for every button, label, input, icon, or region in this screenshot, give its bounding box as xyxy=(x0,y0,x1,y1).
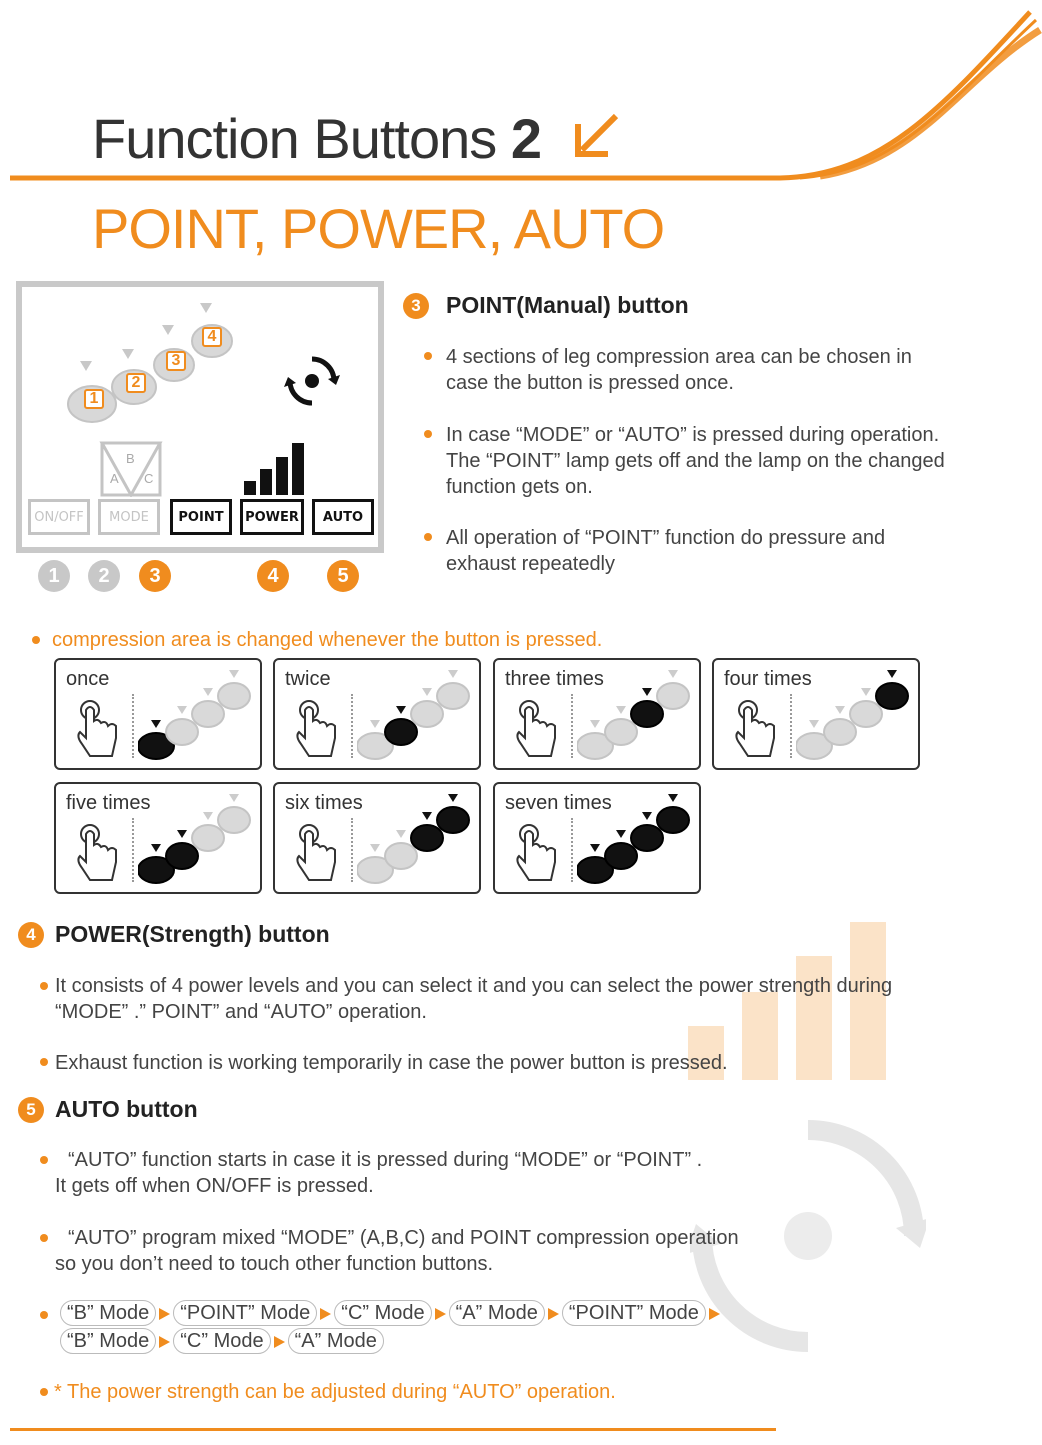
arrow-down-icon xyxy=(616,830,626,838)
cell-divider xyxy=(571,818,573,882)
power-section-heading: POWER(Strength) button xyxy=(55,921,330,947)
cell-divider xyxy=(132,694,134,758)
leg-section-3: 3 xyxy=(166,351,186,371)
arrow-down-icon xyxy=(151,720,161,728)
mode-abc-icon xyxy=(98,439,164,497)
press-cell-label: seven times xyxy=(505,792,612,814)
sequence-step: “POINT” Mode xyxy=(173,1300,317,1326)
bullet-dot xyxy=(32,636,40,644)
hand-press-icon xyxy=(295,698,339,760)
button-number-3: 3 xyxy=(139,560,171,592)
mode-button[interactable]: MODE xyxy=(98,499,160,535)
bullet-dot xyxy=(424,533,432,541)
auto-sequence-line-1 xyxy=(60,1300,723,1326)
hand-press-icon xyxy=(734,698,778,760)
arrow-down-icon xyxy=(642,688,652,696)
arrow-down-icon xyxy=(642,812,652,820)
arrow-down-icon xyxy=(151,844,161,852)
auto-note: * The power strength can be adjusted during “AUTO” operation. xyxy=(54,1381,616,1403)
press-cell-label: twice xyxy=(285,668,331,690)
press-cell xyxy=(54,658,262,770)
leg-section-active xyxy=(605,843,637,869)
sequence-step: “B” Mode xyxy=(60,1328,156,1354)
press-cell-label: five times xyxy=(66,792,151,814)
leg-section-active xyxy=(385,719,417,745)
arrow-down-icon xyxy=(396,830,406,838)
hand-press-icon xyxy=(76,822,120,884)
header-rule xyxy=(10,176,790,180)
press-cell-label: six times xyxy=(285,792,363,814)
button-number-2: 2 xyxy=(88,560,120,592)
press-cell xyxy=(54,782,262,894)
arrow-down-icon xyxy=(448,670,458,678)
press-cell-label: three times xyxy=(505,668,604,690)
bullet-dot xyxy=(40,1388,48,1396)
arrow-right-icon xyxy=(320,1308,331,1320)
leg-section-inactive xyxy=(850,701,882,727)
power-bullet-2: Exhaust function is working temporarily in case the power button is pressed. xyxy=(55,1052,728,1074)
leg-section-active xyxy=(631,701,663,727)
arrow-right-icon xyxy=(274,1336,285,1348)
arrow-down-icon xyxy=(668,670,678,678)
leg-section-inactive xyxy=(192,825,224,851)
leg-compression-icon xyxy=(62,299,252,439)
sequence-step: “B” Mode xyxy=(60,1300,156,1326)
arrow-down-icon xyxy=(422,688,432,696)
cell-divider xyxy=(132,818,134,882)
hand-press-icon xyxy=(76,698,120,760)
mode-letter-c: C xyxy=(144,471,154,486)
button-number-1: 1 xyxy=(38,560,70,592)
auto-bullet-1b: It gets off when ON/OFF is pressed. xyxy=(55,1175,374,1197)
page-title: Function Buttons 2 xyxy=(92,107,541,170)
leg-section-active xyxy=(166,843,198,869)
press-cell xyxy=(493,658,701,770)
mode-letter-b: B xyxy=(126,451,135,466)
arrow-down-icon xyxy=(229,670,239,678)
leg-section-inactive xyxy=(605,719,637,745)
arrow-down-icon xyxy=(887,670,897,678)
press-cell xyxy=(712,658,920,770)
compression-note: compression area is changed whenever the button is pressed. xyxy=(52,629,603,651)
arrow-down-icon xyxy=(835,706,845,714)
leg-section-2: 2 xyxy=(126,373,146,393)
arrow-down-icon xyxy=(177,830,187,838)
cell-divider xyxy=(351,818,353,882)
sequence-step: “POINT” Mode xyxy=(562,1300,706,1326)
power-bullet-1: It consists of 4 power levels and you can select it and you can select the power strength during “MODE” .” POINT” and “AUTO” operation. xyxy=(55,975,893,1023)
cell-divider xyxy=(790,694,792,758)
leg-sections-icon xyxy=(577,670,697,766)
leg-section-inactive xyxy=(218,807,250,833)
title-number: 2 xyxy=(510,107,541,170)
auto-button[interactable]: AUTO xyxy=(312,499,374,535)
arrow-down-icon xyxy=(668,794,678,802)
arrow-down-icon xyxy=(177,706,187,714)
arrow-down-icon xyxy=(590,720,600,728)
auto-bullet-1a: “AUTO” function starts in case it is pressed during “MODE” or “POINT” . xyxy=(68,1149,703,1171)
arrow-right-icon xyxy=(159,1308,170,1320)
auto-section-heading: AUTO button xyxy=(55,1096,198,1122)
press-cell-label: four times xyxy=(724,668,812,690)
leg-sections-icon xyxy=(796,670,916,766)
point-bullet-1: 4 sections of leg compression area can be chosen in case the button is pressed once. xyxy=(446,346,912,394)
leg-sections-icon xyxy=(138,794,258,890)
sequence-step: “A” Mode xyxy=(449,1300,545,1326)
leg-section-active xyxy=(437,807,469,833)
leg-section-1: 1 xyxy=(84,389,104,409)
point-section-number: 3 xyxy=(403,293,429,319)
bullet-dot xyxy=(40,1156,48,1164)
leg-section-inactive xyxy=(385,843,417,869)
sequence-step: “A” Mode xyxy=(288,1328,384,1354)
press-cell-label: once xyxy=(66,668,110,690)
hand-press-icon xyxy=(295,822,339,884)
leg-section-active xyxy=(631,825,663,851)
on-off-button[interactable]: ON/OFF xyxy=(28,499,90,535)
leg-section-active xyxy=(657,807,689,833)
auto-bullet-2b: so you don’t need to touch other function buttons. xyxy=(55,1253,494,1275)
arrow-down-icon xyxy=(396,706,406,714)
point-button[interactable]: POINT xyxy=(170,499,232,535)
mode-letter-a: A xyxy=(110,471,119,486)
leg-sections-icon xyxy=(577,794,697,890)
bullet-dot xyxy=(40,1311,48,1319)
arrow-down-left-icon xyxy=(572,110,622,160)
power-bars-icon xyxy=(242,443,308,495)
leg-section-inactive xyxy=(166,719,198,745)
arrow-right-icon xyxy=(159,1336,170,1348)
bullet-dot xyxy=(40,1058,48,1066)
arrow-down-icon xyxy=(422,812,432,820)
leg-section-active xyxy=(876,683,908,709)
auto-sequence-line-2 xyxy=(60,1328,384,1354)
hand-press-icon xyxy=(515,698,559,760)
cell-divider xyxy=(351,694,353,758)
leg-sections-icon xyxy=(138,670,258,766)
arrow-right-icon xyxy=(709,1308,720,1320)
leg-section-inactive xyxy=(437,683,469,709)
leg-section-inactive xyxy=(411,701,443,727)
bullet-dot xyxy=(40,982,48,990)
press-cell xyxy=(493,782,701,894)
power-button[interactable]: POWER xyxy=(240,499,304,535)
arrow-down-icon xyxy=(203,812,213,820)
leg-section-4: 4 xyxy=(202,327,222,347)
leg-section-inactive xyxy=(824,719,856,745)
bullet-dot xyxy=(424,430,432,438)
point-bullet-3: All operation of “POINT” function do pressure and exhaust repeatedly xyxy=(446,527,886,575)
page-subtitle: POINT, POWER, AUTO xyxy=(92,197,665,260)
cell-divider xyxy=(571,694,573,758)
remote-panel-illustration xyxy=(16,281,384,553)
auto-section-number: 5 xyxy=(18,1097,44,1123)
sequence-step: “C” Mode xyxy=(334,1300,431,1326)
arrow-down-icon xyxy=(370,844,380,852)
sequence-step: “C” Mode xyxy=(173,1328,270,1354)
leg-section-inactive xyxy=(218,683,250,709)
press-cell xyxy=(273,658,481,770)
arrow-down-icon xyxy=(370,720,380,728)
press-cell xyxy=(273,782,481,894)
auto-bullet-2a: “AUTO” program mixed “MODE” (A,B,C) and POINT compression operation xyxy=(68,1227,739,1249)
button-number-5: 5 xyxy=(327,560,359,592)
arrow-down-icon xyxy=(590,844,600,852)
leg-section-inactive xyxy=(192,701,224,727)
auto-note-star: * xyxy=(54,1381,62,1403)
button-number-4: 4 xyxy=(257,560,289,592)
arrow-down-icon xyxy=(861,688,871,696)
arrow-down-icon xyxy=(809,720,819,728)
leg-sections-icon xyxy=(357,794,477,890)
arrow-down-icon xyxy=(616,706,626,714)
leg-section-inactive xyxy=(657,683,689,709)
arrow-down-icon xyxy=(229,794,239,802)
point-section-heading: POINT(Manual) button xyxy=(446,292,689,318)
arrow-right-icon xyxy=(548,1308,559,1320)
footer-rule xyxy=(10,1428,776,1431)
hand-press-icon xyxy=(515,822,559,884)
leg-section-active xyxy=(411,825,443,851)
leg-sections-icon xyxy=(357,670,477,766)
arrow-down-icon xyxy=(203,688,213,696)
arrow-down-icon xyxy=(448,794,458,802)
arrow-right-icon xyxy=(435,1308,446,1320)
power-section-number: 4 xyxy=(18,922,44,948)
auto-cycle-icon xyxy=(284,353,340,409)
bullet-dot xyxy=(40,1234,48,1242)
point-bullet-2: In case “MODE” or “AUTO” is pressed during operation. The “POINT” lamp gets off and the lamp on the changed function gets on. xyxy=(446,424,945,498)
bullet-dot xyxy=(424,352,432,360)
